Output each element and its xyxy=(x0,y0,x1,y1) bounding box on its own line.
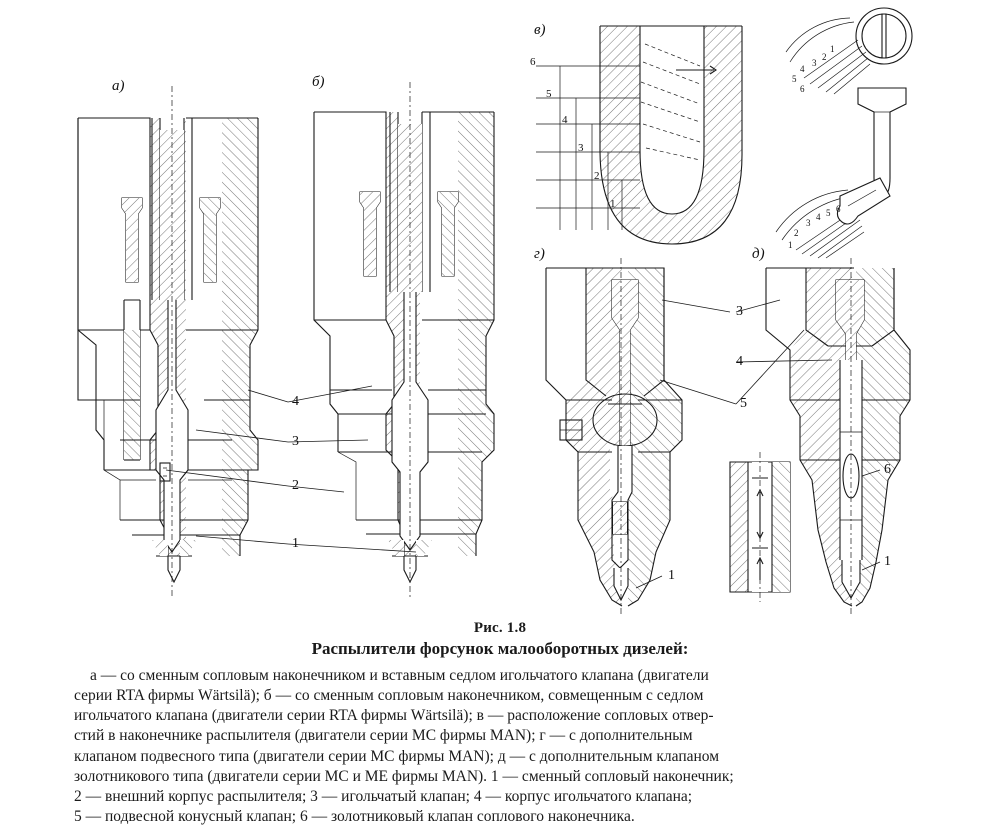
panel-g-drawing xyxy=(546,258,682,614)
fan-top-num-4: 4 xyxy=(800,64,805,74)
panel-a-element-right xyxy=(200,198,220,282)
fan-top-num-5: 5 xyxy=(792,74,797,84)
fan-bottom-num-3: 3 xyxy=(806,218,811,228)
hole-dim-3: 3 xyxy=(578,142,584,154)
legend-line-5: клапаном подвесного типа (двигатели серии MC фирмы MAN); д — с дополнительным клапаном xyxy=(74,747,720,765)
figure-legend xyxy=(74,666,926,827)
legend-line-2: серии RTA фирмы Wärtsilä); б — со сменным сопловым наконечником, совмещенным с седлом xyxy=(74,687,704,705)
callout-d-3: 3 xyxy=(736,304,743,319)
callout-a-1: 1 xyxy=(292,536,299,551)
hole-dim-4: 4 xyxy=(562,114,568,126)
panel-b-drawing xyxy=(314,82,494,598)
fan-bottom-num-1: 1 xyxy=(788,240,793,250)
panel-b-element-left xyxy=(360,192,380,276)
legend-line-3: игольчатого клапана (двигатели серии RTA фирмы Wärtsilä); в — расположение сопловых отвер- xyxy=(74,707,714,725)
panel-b-element-right xyxy=(438,192,458,276)
legend-line-1: а — со сменным сопловым наконечником и вставным седлом игольчатого клапана (двигатели xyxy=(90,667,709,684)
legend-line-6: золотникового типа (двигатели серии MC и ME фирмы MAN). 1 — сменный сопловый наконечник; xyxy=(74,767,734,785)
panel-label-b: б) xyxy=(312,74,325,90)
hole-dim-5: 5 xyxy=(546,88,552,100)
legend-line-8: 5 — подвесной конусный клапан; 6 — золотниковый клапан соплового наконечника. xyxy=(74,807,635,825)
figure-caption xyxy=(0,620,1000,659)
callout-a-3: 3 xyxy=(292,434,299,449)
panel-label-a: а) xyxy=(112,78,125,94)
panel-label-d: д) xyxy=(752,246,765,262)
panel-v-drawing xyxy=(536,26,742,244)
callout-d-4: 4 xyxy=(736,354,743,369)
fan-top-num-2: 2 xyxy=(822,52,827,62)
callout-d-6: 6 xyxy=(884,462,891,477)
callout-a-4: 4 xyxy=(292,394,299,409)
fan-top-num-1: 1 xyxy=(830,44,835,54)
fan-top-num-3: 3 xyxy=(812,58,817,68)
callout-d-1: 1 xyxy=(884,554,891,569)
hole-dim-6: 6 xyxy=(530,56,536,68)
callout-g-1: 1 xyxy=(668,568,675,583)
panel-label-g: г) xyxy=(534,246,545,262)
hole-fan-bottom-diagram xyxy=(776,178,890,258)
legend-line-7: 2 — внешний корпус распылителя; 3 — игольчатый клапан; 4 — корпус игольчатого клапана; xyxy=(74,787,693,805)
fan-top-num-6: 6 xyxy=(800,84,805,94)
fan-bottom-num-6: 6 xyxy=(836,204,841,214)
legend-line-4: стий в наконечнике распылителя (двигатели серии MC фирмы MAN); г — с дополнительным xyxy=(74,727,693,745)
panel-a-element-left xyxy=(122,198,142,460)
figure-number: Рис. 1.8 xyxy=(473,620,527,636)
callout-a-2: 2 xyxy=(292,478,299,493)
spool-valve-detail xyxy=(730,452,790,602)
panel-label-v: в) xyxy=(534,22,546,38)
figure-title: Распылители форсунок малооборотных дизелей: xyxy=(311,639,689,658)
fan-bottom-num-2: 2 xyxy=(794,228,799,238)
hole-fan-top-diagram xyxy=(786,8,912,196)
hole-dim-1: 1 xyxy=(610,198,616,210)
fan-bottom-num-4: 4 xyxy=(816,212,821,222)
hole-dim-2: 2 xyxy=(594,170,600,182)
panel-a-drawing xyxy=(78,86,258,598)
callout-g-5: 5 xyxy=(740,396,747,411)
fan-bottom-num-5: 5 xyxy=(826,208,831,218)
